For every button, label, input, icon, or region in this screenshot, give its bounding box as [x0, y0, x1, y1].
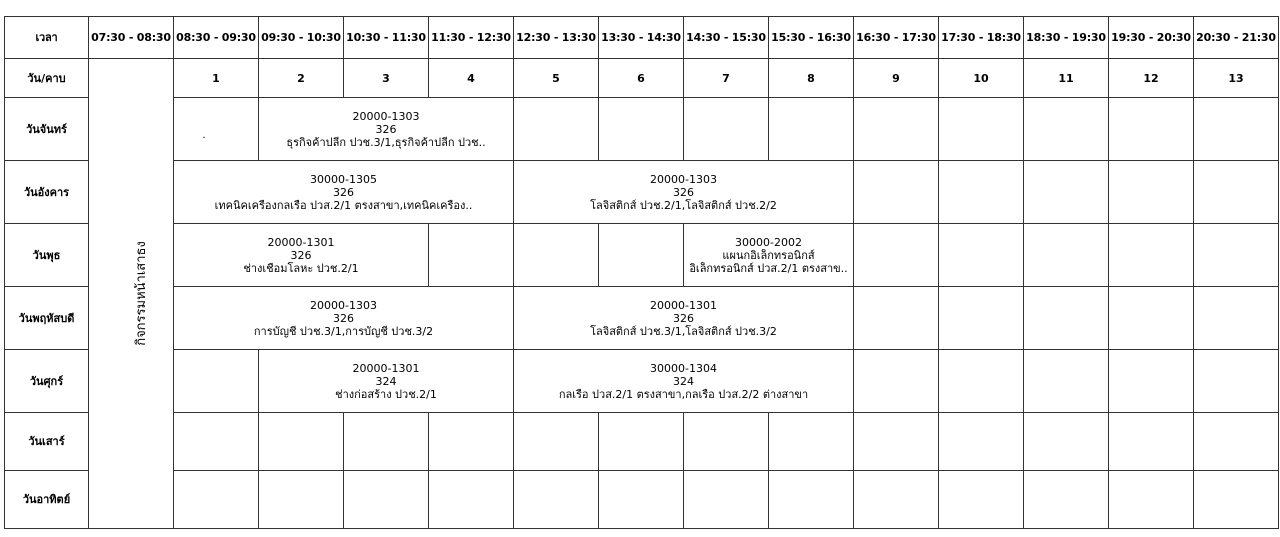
time-slot: 07:30 - 08:30: [89, 17, 174, 59]
empty-slot: [514, 98, 599, 161]
empty-slot: [599, 413, 684, 471]
empty-slot: [1109, 471, 1194, 529]
empty-slot: [514, 224, 599, 287]
empty-slot: [344, 471, 429, 529]
period-label: วัน/คาบ: [5, 59, 89, 98]
class-groups: ช่างก่อสร้าง ปวช.2/1: [335, 387, 437, 401]
empty-slot: [1194, 350, 1279, 413]
subject-code: 20000-1301: [267, 235, 335, 249]
empty-slot: [684, 413, 769, 471]
empty-slot: [1194, 224, 1279, 287]
empty-slot: [174, 350, 259, 413]
class-block[interactable]: [174, 287, 514, 350]
empty-slot: [1024, 471, 1109, 529]
day-label: วันพฤหัสบดี: [5, 287, 89, 350]
empty-slot: [1194, 413, 1279, 471]
time-slot: 17:30 - 18:30: [939, 17, 1024, 59]
empty-slot: [1194, 161, 1279, 224]
empty-slot: [854, 161, 939, 224]
empty-slot: [1024, 287, 1109, 350]
period-number: 5: [514, 59, 599, 98]
empty-slot: [854, 98, 939, 161]
empty-slot: [1109, 413, 1194, 471]
class-block[interactable]: [259, 98, 514, 161]
class-block[interactable]: [514, 161, 854, 224]
room: 326: [333, 311, 354, 325]
day-label: วันอังคาร: [5, 161, 89, 224]
period-header-row: [5, 59, 1279, 98]
subject-code: 20000-1303: [650, 172, 717, 186]
class-groups: เทคนิคเครื่องกลเรือ ปวส.2/1 ตรงสาขา,เทคนิคเครื่อง..: [214, 198, 473, 212]
empty-slot: [174, 413, 259, 471]
day-row-wednesday: [5, 224, 1279, 287]
time-slot: 14:30 - 15:30: [684, 17, 769, 59]
class-block[interactable]: [684, 224, 854, 287]
empty-slot: [769, 413, 854, 471]
empty-slot: [174, 98, 259, 161]
empty-slot: [939, 471, 1024, 529]
empty-slot: [854, 224, 939, 287]
day-label: วันพุธ: [5, 224, 89, 287]
period-number: 9: [854, 59, 939, 98]
class-block[interactable]: [174, 224, 429, 287]
period-number: 6: [599, 59, 684, 98]
empty-slot: [684, 98, 769, 161]
day-label: วันอาทิตย์: [5, 471, 89, 529]
empty-slot: [1109, 287, 1194, 350]
empty-slot: [1194, 98, 1279, 161]
empty-slot: [854, 413, 939, 471]
empty-slot: [1109, 224, 1194, 287]
empty-slot: [1194, 471, 1279, 529]
empty-slot: [939, 350, 1024, 413]
room: 326: [375, 122, 397, 136]
empty-slot: [514, 471, 599, 529]
time-slot: 11:30 - 12:30: [429, 17, 514, 59]
period-number: 12: [1109, 59, 1194, 98]
day-label: วันเสาร์: [5, 413, 89, 471]
room: 324: [673, 374, 694, 388]
morning-activity-label: กิจกรรมหน้าเสาธง: [133, 241, 149, 346]
empty-slot: [259, 471, 344, 529]
room: แผนกอิเล็กทรอนิกส์: [722, 248, 815, 262]
empty-slot: [1024, 161, 1109, 224]
empty-slot: [854, 287, 939, 350]
empty-slot: [174, 471, 259, 529]
empty-slot: [259, 413, 344, 471]
class-groups: ช่างเชื่อมโลหะ ปวช.2/1: [243, 261, 359, 275]
room: 326: [290, 248, 312, 262]
time-slot: 13:30 - 14:30: [599, 17, 684, 59]
empty-slot: [939, 413, 1024, 471]
empty-slot: [939, 287, 1024, 350]
morning-activity-cell: [89, 59, 174, 529]
day-label: วันจันทร์: [5, 98, 89, 161]
time-slot: 08:30 - 09:30: [174, 17, 259, 59]
subject-code: 20000-1301: [352, 361, 420, 375]
time-slot: 16:30 - 17:30: [854, 17, 939, 59]
period-number: 1: [174, 59, 259, 98]
empty-slot: [1194, 287, 1279, 350]
empty-slot: [429, 413, 514, 471]
empty-slot: [344, 413, 429, 471]
class-groups: ธุรกิจค้าปลีก ปวช.3/1,ธุรกิจค้าปลีก ปวช..: [286, 135, 486, 149]
period-number: 7: [684, 59, 769, 98]
period-number: 3: [344, 59, 429, 98]
empty-slot: [1024, 413, 1109, 471]
empty-slot: [684, 471, 769, 529]
empty-slot: [1024, 98, 1109, 161]
empty-slot: [854, 471, 939, 529]
room: 324: [375, 374, 397, 388]
empty-slot: [769, 471, 854, 529]
empty-slot: [514, 413, 599, 471]
period-number: 10: [939, 59, 1024, 98]
time-header-row: [5, 17, 1279, 59]
day-row-monday: [5, 98, 1279, 161]
time-slot: 19:30 - 20:30: [1109, 17, 1194, 59]
day-row-saturday: [5, 413, 1279, 471]
room: 326: [673, 311, 694, 325]
room: 326: [333, 185, 354, 199]
subject-code: 30000-1304: [650, 361, 717, 375]
time-slot: 12:30 - 13:30: [514, 17, 599, 59]
empty-slot: [769, 98, 854, 161]
class-groups: กลเรือ ปวส.2/1 ตรงสาขา,กลเรือ ปวส.2/2 ต่างสาขา: [558, 387, 809, 401]
period-number: 2: [259, 59, 344, 98]
class-groups: โลจิสติกส์ ปวช.3/1,โลจิสติกส์ ปวช.3/2: [590, 324, 777, 338]
day-label: วันศุกร์: [5, 350, 89, 413]
empty-slot: [1109, 350, 1194, 413]
day-row-thursday: [5, 287, 1279, 350]
time-slot: 18:30 - 19:30: [1024, 17, 1109, 59]
empty-slot: [939, 161, 1024, 224]
class-block[interactable]: [174, 161, 514, 224]
time-slot: 10:30 - 11:30: [344, 17, 429, 59]
empty-slot: [429, 224, 514, 287]
class-block[interactable]: [514, 287, 854, 350]
empty-slot: [599, 471, 684, 529]
empty-slot: [599, 224, 684, 287]
room: 326: [673, 185, 694, 199]
time-slot: 15:30 - 16:30: [769, 17, 854, 59]
stray-dot: .: [202, 130, 206, 141]
empty-slot: [939, 98, 1024, 161]
subject-code: 20000-1303: [352, 109, 420, 123]
timetable: [4, 16, 1279, 529]
empty-slot: [1024, 350, 1109, 413]
period-number: 8: [769, 59, 854, 98]
time-label: เวลา: [5, 17, 89, 59]
subject-code: 30000-2002: [735, 235, 802, 249]
class-groups: การบัญชี ปวช.3/1,การบัญชี ปวช.3/2: [253, 324, 434, 338]
day-row-sunday: [5, 471, 1279, 529]
empty-slot: [1109, 98, 1194, 161]
time-slot: 20:30 - 21:30: [1194, 17, 1279, 59]
subject-code: 20000-1303: [310, 298, 377, 312]
day-row-tuesday: [5, 161, 1279, 224]
class-block[interactable]: [514, 350, 854, 413]
empty-slot: [939, 224, 1024, 287]
empty-slot: [599, 98, 684, 161]
time-slot: 09:30 - 10:30: [259, 17, 344, 59]
empty-slot: [1109, 161, 1194, 224]
day-row-friday: [5, 350, 1279, 413]
class-groups: โลจิสติกส์ ปวช.2/1,โลจิสติกส์ ปวช.2/2: [590, 198, 777, 212]
empty-slot: [1024, 224, 1109, 287]
class-groups: อิเล็กทรอนิกส์ ปวส.2/1 ตรงสาข..: [689, 261, 848, 275]
subject-code: 30000-1305: [310, 172, 377, 186]
period-number: 4: [429, 59, 514, 98]
empty-slot: [854, 350, 939, 413]
subject-code: 20000-1301: [650, 298, 717, 312]
period-number: 13: [1194, 59, 1279, 98]
period-number: 11: [1024, 59, 1109, 98]
class-block[interactable]: [259, 350, 514, 413]
empty-slot: [429, 471, 514, 529]
